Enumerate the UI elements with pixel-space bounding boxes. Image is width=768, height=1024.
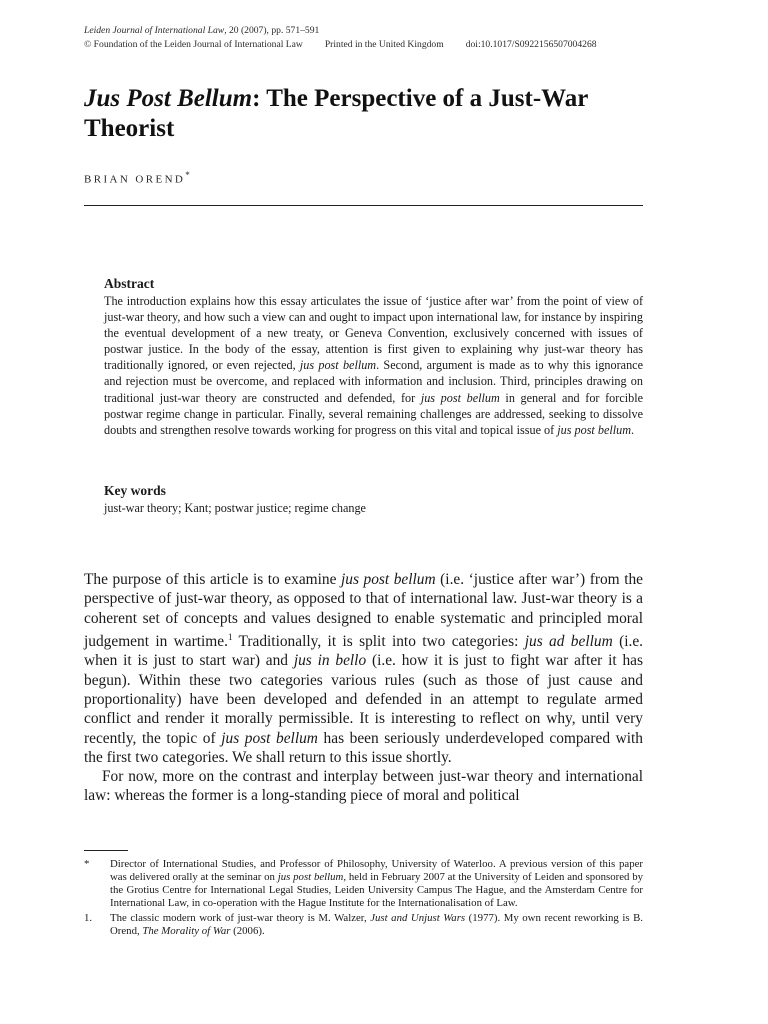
keywords-list: just-war theory; Kant; postwar justice; regime change [104, 501, 366, 515]
title-divider [84, 205, 643, 206]
abstract-seg: . Second, argument is made as to why this ignorance and rejection must be overcome, and replaced with information and inclusion. Third, principles drawing on traditional just-war theory are constructed and defended, for [104, 358, 643, 405]
footnote-italic: jus post bellum [277, 870, 344, 883]
body-seg: The purpose of this article is to examine [84, 571, 341, 588]
body-seg: Traditionally, it is split into two categories: [232, 633, 525, 651]
body-paragraph-2: For now, more on the contrast and interplay between just-war theory and international law: whereas the former is a long-standing piece of moral and political [84, 768, 643, 805]
journal-citation [84, 24, 619, 38]
footnote-seg: , held in February 2007 at the University of Leiden and sponsored by the Grotius Centre for International Legal Studies, Leiden University Campus The Hague, and the Amsterdam Centre for International Law, in co-operation with the Hague Institute for the Internationalisation of Law. [110, 870, 643, 909]
title-rest: : The Perspective of a Just-War Theorist [84, 85, 588, 142]
body-seg: (i.e. ‘justice after war’) from the perspective of just-war theory, as opposed to that of international law. Just-war theory is a coherent set of concepts and values designed to enable systematic and principled moral judgement in wartime. [84, 571, 643, 651]
title-italic-part: Jus Post Bellum [84, 85, 253, 112]
printed-notice: Printed in the United Kingdom [324, 39, 444, 50]
volume-pages: , 20 (2007), pp. 571–591 [224, 25, 320, 36]
abstract-seg: in general and for forcible postwar regime change in particular. Finally, several remaining challenges are addressed, seeking to dissolve doubts and strengthen resolve towards working for progress on this vital and topical issue of [104, 390, 644, 437]
abstract-section [104, 275, 643, 438]
footnote-italic: Just and Unjust Wars [370, 911, 466, 924]
body-italic: jus post bellum [221, 729, 318, 747]
footnote-ref-1[interactable]: 1 [227, 631, 233, 642]
publication-line [84, 38, 619, 52]
abstract-seg: . [631, 422, 635, 437]
doi: doi:10.1017/S0922156507004268 [465, 39, 597, 50]
copyright-notice: © Foundation of the Leiden Journal of International Law [84, 39, 303, 50]
author-name [84, 170, 190, 186]
abstract-italic: jus post bellum [299, 358, 377, 373]
body-seg: has been seriously underdeveloped compared with the first two categories. We shall return to this issue shortly. [84, 729, 644, 766]
body-paragraph-1 [84, 570, 643, 767]
abstract-italic: jus post bellum [557, 422, 632, 437]
footnote-seg: Director of International Studies, and Professor of Philosophy, University of Waterloo. A previous version of this paper was delivered orally at the seminar on [110, 858, 643, 883]
abstract-heading: Abstract [104, 276, 155, 291]
abstract-seg: The introduction explains how this essay articulates the issue of ‘justice after war’ from the point of view of just-war theory, and how such a view can and ought to impact upon international law, for instance by inspiring the eventual development of a new treaty, or Geneva Convention, exclusively concerned with issues of postwar justice. In the body of the essay, attention is first given to explaining why just-war theory has traditionally ignored, or even rejected, [104, 294, 643, 373]
footnote-seg: (2006). [230, 924, 265, 937]
body-seg: (i.e. how it is just to fight war after it has begun). Within these two categories various rules (such as those of just cause and proportionality) have been developed and defended in an attempt to regulate armed conflict and render it morally permissible. It is interesting to reflect on why, until very recently, the topic of [84, 652, 643, 747]
footnote-author [84, 858, 643, 910]
running-header [84, 24, 619, 52]
abstract-text [104, 293, 643, 438]
body-seg: (i.e. when it is just to start war) and [84, 633, 643, 670]
footnotes [84, 858, 643, 939]
footnote-1 [84, 912, 643, 938]
abstract-italic: jus post bellum [420, 390, 500, 405]
footnote-mark: 1. [84, 911, 93, 924]
body-italic: jus in bello [293, 652, 367, 670]
footnote-mark: * [84, 858, 90, 870]
article-title [84, 84, 644, 144]
footnote-seg: (1977). My own recent reworking is B. Orend, [110, 911, 643, 937]
author-footnote-mark: * [185, 170, 190, 180]
footnote-divider [84, 850, 128, 851]
body-italic: jus ad bellum [524, 633, 613, 651]
journal-name: Leiden Journal of International Law [84, 25, 225, 36]
author-label: BRIAN OREND [84, 173, 186, 186]
keywords-section [104, 482, 643, 516]
footnote-italic: The Morality of War [142, 924, 231, 937]
keywords-heading: Key words [104, 483, 166, 498]
article-body [84, 570, 643, 806]
footnote-seg: The classic modern work of just-war theory is M. Walzer, [110, 911, 371, 924]
body-italic: jus post bellum [341, 571, 436, 588]
